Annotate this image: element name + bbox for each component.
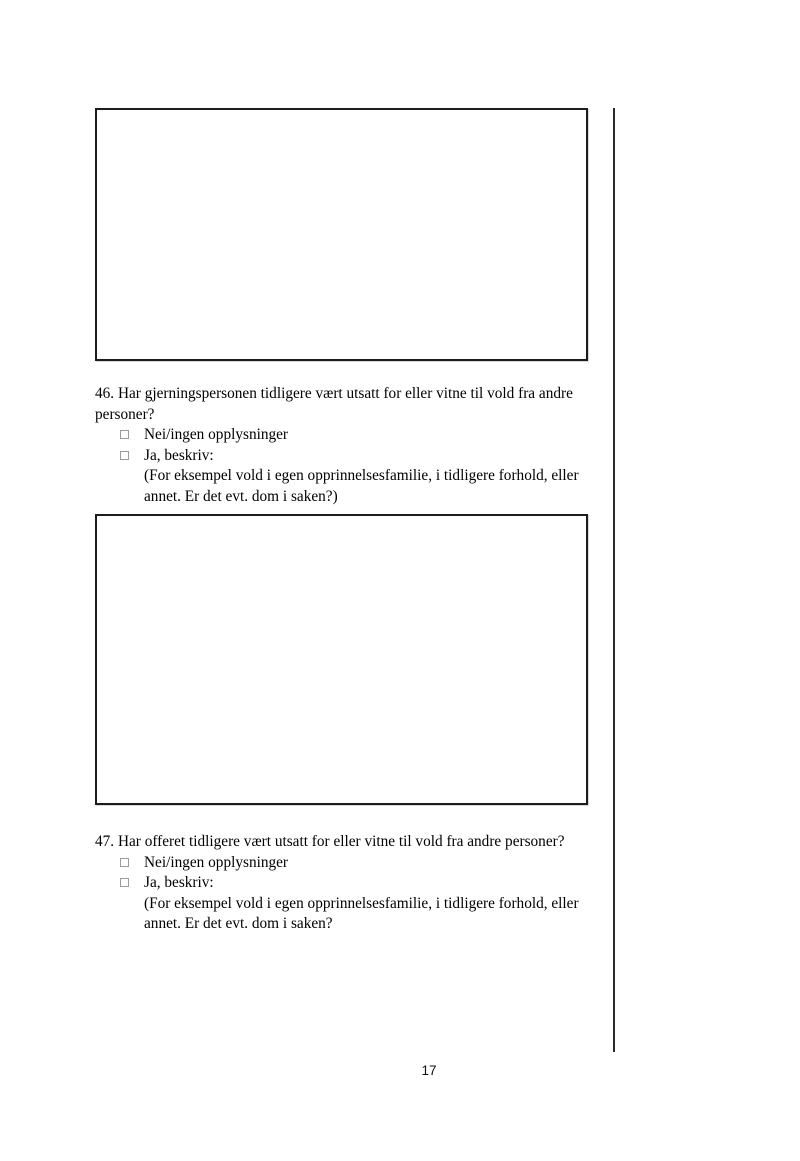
line-text: (For eksempel vold i egen opprinnelsesfamilie, i tidligere forhold, eller (144, 467, 579, 485)
answer-box-top[interactable] (95, 108, 588, 361)
question-text-line (95, 405, 610, 426)
right-margin-rule (613, 108, 615, 1052)
checkbox-icon[interactable] (120, 878, 129, 887)
hint-text-line (95, 914, 610, 935)
hint-text-line (95, 487, 610, 508)
line-text: 47. Har offeret tidligere vært utsatt for eller vitne til vold fra andre personer? (95, 833, 565, 850)
option-row (95, 425, 610, 446)
line-text: (For eksempel vold i egen opprinnelsesfamilie, i tidligere forhold, eller (144, 894, 579, 912)
line-text: annet. Er det evt. dom i saken?) (144, 487, 338, 505)
hint-text-line (95, 466, 610, 487)
line-text: Nei/ingen opplysninger (144, 853, 289, 871)
line-text: annet. Er det evt. dom i saken? (144, 915, 333, 933)
line-text: 46. Har gjerningspersonen tidligere vært utsatt for eller vitne til vold fra andre (95, 385, 573, 402)
question-47 (95, 832, 610, 935)
question-text-line (95, 384, 610, 405)
checkbox-icon[interactable] (120, 858, 129, 867)
line-text: Ja, beskriv: (144, 446, 214, 464)
checkbox-icon[interactable] (120, 430, 129, 439)
line-text: personer? (95, 405, 155, 423)
answer-box-question-46[interactable] (95, 514, 588, 805)
option-row (95, 873, 610, 894)
line-text: Nei/ingen opplysninger (144, 426, 289, 444)
line-text: Ja, beskriv: (144, 874, 214, 892)
option-row (95, 853, 610, 874)
question-46 (95, 384, 610, 508)
checkbox-icon[interactable] (120, 451, 129, 460)
page-number: 17 (421, 1063, 437, 1078)
question-text-line (95, 832, 610, 853)
hint-text-line (95, 894, 610, 915)
option-row (95, 446, 610, 467)
